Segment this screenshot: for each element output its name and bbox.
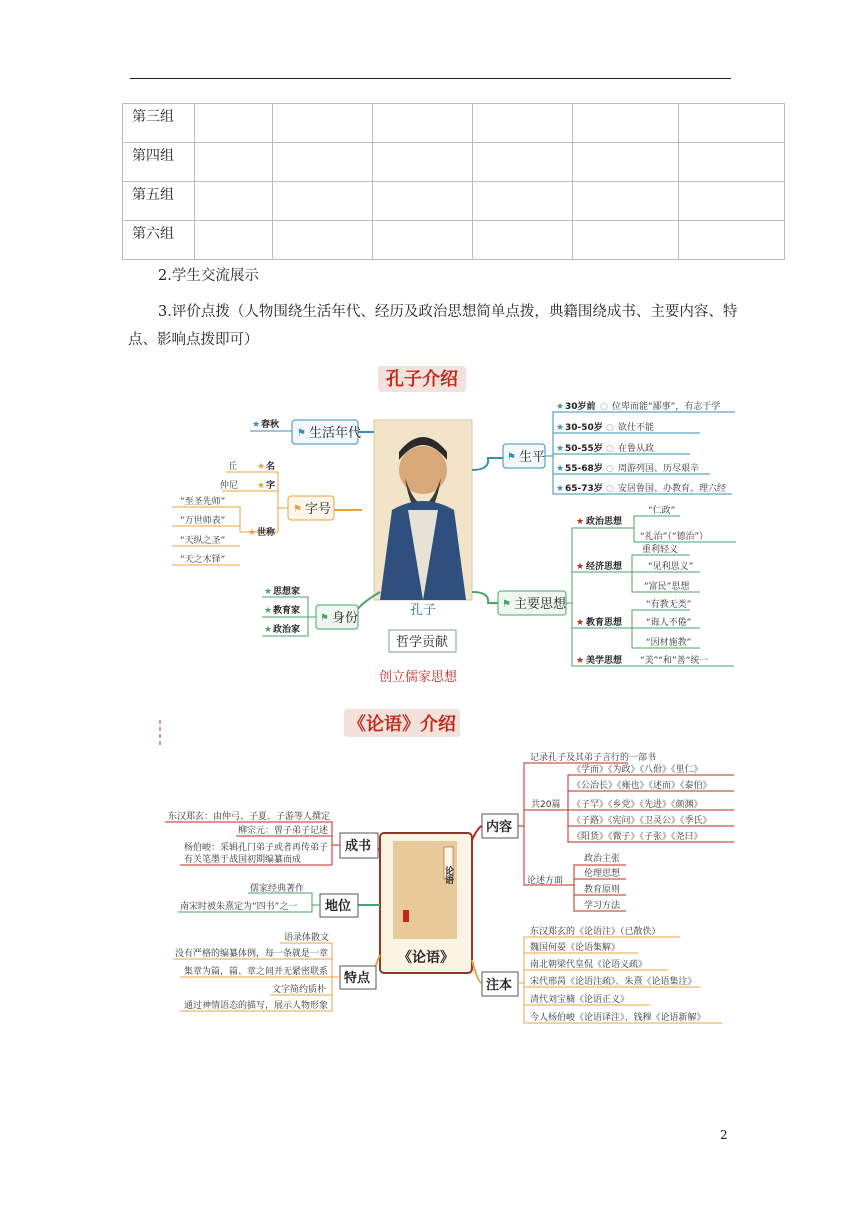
thought-item: 重利轻义 [642, 545, 679, 555]
chengshu-item: 有关笔墨于战国初期编纂而成 [184, 855, 302, 865]
thought-item: “仁政” [648, 506, 676, 516]
svg-text:★: ★ [556, 444, 565, 454]
title-item: “至圣先师” [180, 497, 226, 507]
thought-group: 美学思想 [586, 656, 623, 666]
row-label: 第四组 [123, 143, 195, 182]
ming-value: 丘 [228, 462, 238, 472]
identity-item: 思想家 [273, 587, 301, 597]
life-desc: 安居鲁国、办教育、理六经 [618, 484, 727, 494]
svg-text:○: ○ [606, 423, 614, 433]
thought-item: “礼治”（“德治”） [640, 532, 709, 542]
zhuben-item: 清代刘宝楠《论语正义》 [530, 995, 630, 1005]
titles-key: 世称 [257, 528, 276, 538]
life-age: 55-68岁 [565, 464, 603, 474]
header-rule [130, 78, 731, 79]
chengshu-item: 杨伯峻：采辑孔门弟子或者再传弟子 [184, 843, 329, 853]
chapters-row: 《公冶长》《雍也》《述而》《泰伯》 [572, 781, 712, 791]
tedian-item: 语录体散文 [284, 933, 330, 943]
svg-text:★: ★ [556, 423, 565, 433]
thought-group: 政治思想 [586, 517, 623, 527]
life-desc: 在鲁从政 [618, 444, 655, 454]
life-list [556, 400, 726, 494]
thought-item: “诲人不倦” [646, 618, 692, 628]
portrait-caption: 孔子 [409, 603, 437, 618]
zi-key: 字 [266, 481, 276, 491]
thought-item: “美”“和”善“统一 [640, 656, 709, 666]
title-item: “万世师表” [180, 516, 226, 526]
life-age: 30-50岁 [565, 423, 603, 433]
zhuben-item: 南北朝梁代皇侃《论语义疏》 [530, 960, 648, 970]
tedian-item: 通过神情语态的描写，展示人物形象 [184, 1001, 329, 1011]
page-number: 2 [720, 1128, 728, 1142]
contribution-desc: 创立儒家思想 [378, 670, 458, 685]
aspect-item: 政治主张 [584, 854, 621, 864]
confucius-portrait [374, 420, 472, 600]
chapters-row: 《阳货》《微子》《子张》《尧曰》 [572, 832, 703, 842]
svg-text:★: ★ [576, 562, 585, 572]
aspects-key: 论述方面 [527, 876, 564, 886]
tedian-item: 没有严格的编纂体例，每一条就是一章 [175, 949, 329, 959]
thought-item: “因材施教” [646, 638, 692, 648]
era-value: 春秋 [261, 420, 280, 430]
group-table [122, 103, 785, 260]
svg-text:★: ★ [576, 618, 585, 628]
neirong-record: 记录孔子及其弟子言行的一部书 [530, 753, 657, 763]
zhuben-item: 魏国何晏《论语集解》 [530, 943, 621, 953]
title-item: “天之木铎” [180, 555, 226, 565]
chengshu-item: 东汉郑玄：由仲弓、子夏、子游等人撰定 [168, 812, 331, 822]
thought-item: “富民”思想 [644, 582, 690, 592]
life-desc: 位卑而能“鄙事”，有志于学 [612, 402, 721, 412]
table-row [123, 143, 785, 182]
node-chengshu-label: 成书 [345, 839, 372, 854]
title-item: “天纵之圣” [180, 536, 226, 546]
analects-mindmap [0, 705, 860, 1035]
book-title: 论语 [443, 866, 453, 884]
confucius-mindmap [0, 360, 860, 690]
identity-item: 政治家 [273, 625, 301, 635]
table-row [123, 182, 785, 221]
chapters-key: 共20篇 [531, 800, 561, 810]
table-row [123, 104, 785, 143]
thought-item: “有教无类” [646, 600, 692, 610]
svg-text:○: ○ [606, 444, 614, 454]
life-age: 50-55岁 [565, 444, 603, 454]
svg-text:★: ★ [248, 528, 257, 538]
node-zhuben-label: 注本 [486, 978, 513, 993]
svg-text:★: ★ [257, 481, 266, 491]
table-row [123, 221, 785, 260]
book-caption: 《论语》 [398, 950, 454, 966]
chengshu-item: 柳宗元：曾子弟子记述 [238, 826, 329, 836]
thought-item: “见利思义” [648, 562, 694, 572]
svg-text:★: ★ [556, 402, 565, 412]
paragraph-evaluation: 3.评价点拨（人物围绕生活年代、经历及政治思想简单点拨，典籍围绕成书、主要内容、特点、影响点拨即可） [128, 304, 738, 348]
svg-text:⚑: ⚑ [507, 452, 516, 463]
life-desc: 周游列国、历尽艰辛 [618, 464, 700, 474]
life-age: 30岁前 [565, 402, 596, 412]
identity-item: 教育家 [273, 606, 301, 616]
svg-text:⚑: ⚑ [502, 599, 511, 610]
zhuben-item: 宋代邢昺《论语注疏》、朱熹《论语集注》 [530, 977, 697, 987]
svg-text:★: ★ [556, 484, 565, 494]
row-label: 第六组 [123, 221, 195, 260]
life-desc: 欲仕不能 [618, 423, 655, 433]
tedian-item: 集章为篇，篇、章之间并无紧密联系 [184, 967, 329, 977]
zi-value: 仲尼 [220, 481, 239, 491]
node-names-label: 字号 [305, 502, 332, 517]
ming-key: 名 [266, 462, 276, 472]
aspect-item: 学习方法 [584, 901, 621, 911]
chapters-row: 《学而》《为政》《八佾》《里仁》 [572, 765, 703, 775]
chapters-row: 《子路》《宪问》《卫灵公》《季氏》 [572, 816, 712, 826]
svg-text:○: ○ [600, 402, 608, 412]
svg-text:★: ★ [576, 517, 585, 527]
node-tedian-label: 特点 [344, 971, 371, 986]
node-era-label: 生活年代 [309, 426, 362, 441]
contribution-label: 哲学贡献 [395, 635, 449, 650]
svg-text:⚑: ⚑ [297, 428, 306, 439]
tedian-item: 文字简约质朴 [272, 985, 327, 995]
svg-text:○: ○ [606, 484, 614, 494]
node-neirong-label: 内容 [486, 820, 513, 835]
svg-text:★: ★ [556, 464, 565, 474]
row-label: 第五组 [123, 182, 195, 221]
chapters-row: 《子罕》《乡党》《先进》《颜渊》 [572, 800, 703, 810]
node-identity-label: 身份 [332, 611, 359, 626]
svg-text:★: ★ [264, 587, 273, 597]
aspect-item: 教育原则 [584, 885, 621, 895]
node-life-label: 生平 [519, 450, 546, 465]
mindmap-title: 孔子介绍 [386, 369, 458, 390]
thought-group: 经济思想 [586, 562, 623, 572]
row-label: 第三组 [123, 104, 195, 143]
diwei-item: 南宋时被朱熹定为“四书”之一 [180, 902, 298, 912]
life-age: 65-73岁 [565, 484, 603, 494]
svg-text:⚑: ⚑ [293, 504, 302, 515]
diwei-item: 儒家经典著作 [250, 884, 305, 894]
svg-text:★: ★ [257, 462, 266, 472]
svg-text:★: ★ [264, 606, 273, 616]
svg-text:★: ★ [252, 420, 261, 430]
mindmap-title: 《论语》介绍 [348, 714, 456, 735]
svg-text:★: ★ [264, 625, 273, 635]
node-diwei-label: 地位 [325, 899, 352, 914]
paragraph-exchange: 2.学生交流展示 [158, 268, 259, 284]
svg-text:○: ○ [606, 464, 614, 474]
zhuben-item: 今人杨伯峻《论语译注》、钱穆《论语新解》 [530, 1013, 706, 1023]
svg-text:⚑: ⚑ [320, 613, 329, 624]
thought-group: 教育思想 [586, 618, 623, 628]
node-thought-label: 主要思想 [514, 597, 567, 612]
aspect-item: 伦理思想 [584, 869, 621, 879]
svg-text:★: ★ [576, 656, 585, 666]
zhuben-item: 东汉郑玄的《论语注》（已散佚） [530, 927, 661, 937]
